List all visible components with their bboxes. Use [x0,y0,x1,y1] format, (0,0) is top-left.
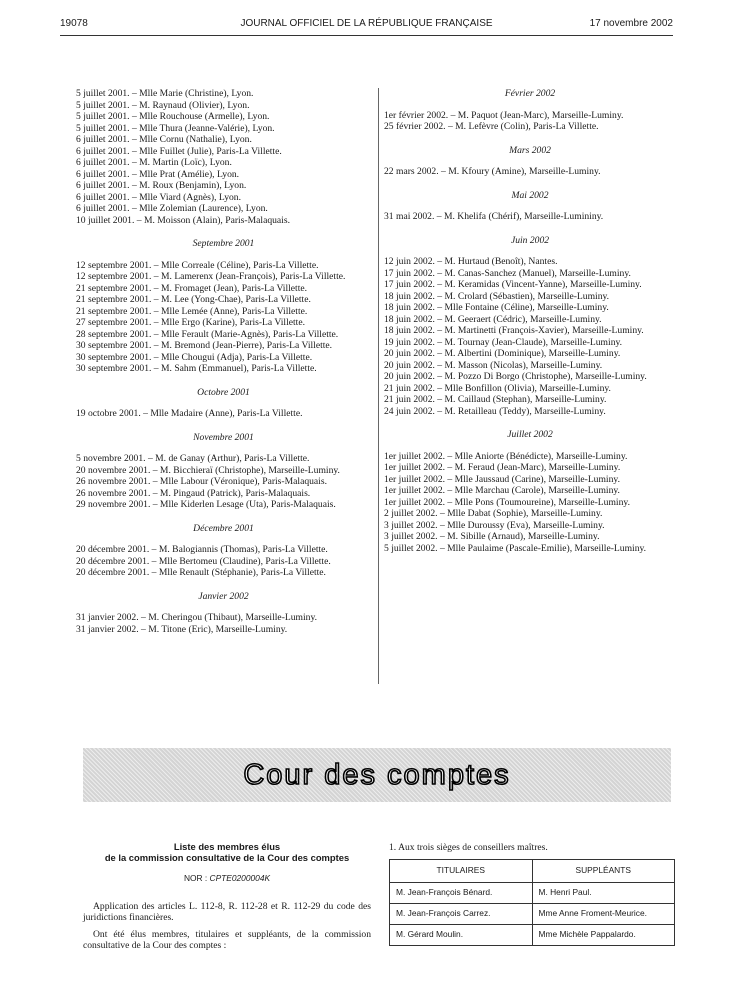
appointment-entry: 17 juin 2002. – M. Keramidas (Vincent-Yanne), Marseille-Luminy. [384,279,642,290]
appointment-entry: 5 juillet 2002. – Mlle Paulaime (Pascale-Emilie), Marseille-Luminy. [384,542,647,554]
appointment-entry: 5 juillet 2001. – Mlle Rouchouse (Armelle), Lyon. [76,111,270,122]
appointment-entry: 6 juillet 2001. – Mlle Prat (Amélie), Lyon. [76,168,240,180]
appointment-entry: 30 septembre 2001. – Mlle Chougui (Adja), Paris-La Villette. [76,351,313,363]
suppleant-cell: Mme Michèle Pappalardo. [532,924,675,945]
appointment-entry: 1er juillet 2002. – Mlle Aniorte (Bénédicte), Marseille-Luminy. [384,450,628,462]
appointment-entry: 6 juillet 2001. – M. Martin (Loïc), Lyon. [76,157,232,168]
table-row [390,882,675,903]
appointment-entry: 2 juillet 2002. – Mlle Dabat (Sophie), Marseille-Luminy. [384,508,603,519]
appointment-entry: 20 juin 2002. – M. Pozzo Di Borgo (Christophe), Marseille-Luminy. [384,371,647,382]
table-row [390,903,675,924]
appointment-entry: 12 juin 2002. – M. Hurtaud (Benoît), Nantes. [384,256,558,267]
appointment-entry: 1er juillet 2002. – Mlle Jaussaud (Carine), Marseille-Luminy. [384,473,620,485]
appointment-entry: 20 juin 2002. – M. Masson (Nicolas), Marseille-Luminy. [384,359,603,371]
notice-paragraph: Ont été élus membres, titulaires et suppléants, de la commission consultative de la Cour des comptes : [83,928,371,951]
appointment-entry: 18 juin 2002. – Mlle Fontaine (Céline), Marseille-Luminy. [384,302,609,313]
members-table [389,859,675,946]
appointment-entry: 28 septembre 2001. – Mlle Ferault (Marie-Agnès), Paris-La Villette. [76,328,339,340]
appointment-entry: 30 septembre 2001. – M. Bremond (Jean-Pierre), Paris-La Villette. [76,340,333,351]
appointment-entry: 3 juillet 2002. – M. Sibille (Arnaud), Marseille-Luminy. [384,531,600,542]
month-heading: Octobre 2001 [197,386,250,398]
appointment-entry: 5 juillet 2001. – Mlle Thura (Jeanne-Valérie), Lyon. [76,122,275,134]
appointment-entry: 1er juillet 2002. – Mlle Pons (Toumoureine), Marseille-Luminy. [384,496,630,508]
header-titulaires: TITULAIRES [390,859,533,882]
notice-title-line1: Liste des membres élus [173,841,281,852]
nor-label: NOR : [183,873,208,883]
suppleant-cell: M. Henri Paul. [532,882,675,903]
appointment-entry: 19 octobre 2001. – Mlle Madaire (Anne), Paris-La Villette. [76,408,303,419]
right-column [384,88,676,554]
appointment-entry: 6 juillet 2001. – Mlle Cornu (Nathalie), Lyon. [76,134,252,145]
appointment-entry: 30 septembre 2001. – M. Sahm (Emmanuel), Paris-La Villette. [76,363,317,374]
appointment-entry: 25 février 2002. – M. Lefèvre (Colin), Paris-La Villette. [384,121,599,132]
appointment-entry: 1er février 2002. – M. Paquot (Jean-Marc), Marseille-Luminy. [384,109,624,121]
header-suppleants: SUPPLÉANTS [532,859,675,882]
nor-reference [83,873,371,885]
table-header-row [390,859,675,882]
appointment-entry: 10 juillet 2001. – M. Moisson (Alain), Paris-Malaquais. [76,214,290,226]
appointment-entry: 21 septembre 2001. – Mlle Lemée (Anne), Paris-La Villette. [76,305,308,317]
page-header [60,18,673,36]
appointment-entry: 26 novembre 2001. – M. Pingaud (Patrick), Paris-Malaquais. [76,487,311,499]
month-heading: Mars 2002 [509,144,551,156]
journal-title: JOURNAL OFFICIEL DE LA RÉPUBLIQUE FRANÇAISE [240,18,493,29]
appointment-entry: 12 septembre 2001. – Mlle Correale (Céline), Paris-La Villette. [76,259,319,271]
appointment-entry: 1er juillet 2002. – Mlle Marchau (Carole), Marseille-Luminy. [384,485,620,496]
section-banner [83,748,671,802]
appointment-entry: 3 juillet 2002. – Mlle Duroussy (Eva), Marseille-Luminy. [384,519,605,531]
banner-title: Cour des comptes [243,758,511,791]
appointment-entry: 6 juillet 2001. – Mlle Fuillet (Julie), Paris-La Villette. [76,145,282,157]
appointment-entry: 18 juin 2002. – M. Martinetti (François-Xavier), Marseille-Luminy. [384,325,644,336]
appointment-entry: 21 juin 2002. – M. Caillaud (Stephan), Marseille-Luminy. [384,394,607,405]
appointment-entry: 20 décembre 2001. – M. Balogiannis (Thomas), Paris-La Villette. [76,544,328,555]
appointment-entry: 18 juin 2002. – M. Geeraert (Cédric), Marseille-Luminy. [384,313,602,325]
titulaire-cell: M. Gérard Moulin. [390,924,533,945]
appointment-entry: 20 novembre 2001. – M. Bicchieraï (Christophe), Marseille-Luminy. [76,464,340,476]
members-section [389,842,675,946]
left-column [76,88,371,635]
appointment-entry: 21 septembre 2001. – M. Lee (Yong-Chae), Paris-La Villette. [76,294,311,305]
month-heading: Février 2002 [504,88,556,99]
column-divider [378,88,379,684]
appointment-entry: 18 juin 2002. – M. Crolard (Sébastien), Marseille-Luminy. [384,290,610,302]
appointment-entry: 20 décembre 2001. – Mlle Renault (Stéphanie), Paris-La Villette. [76,567,326,578]
appointment-entry: 6 juillet 2001. – Mlle Zolemian (Laurence), Lyon. [76,203,268,214]
appointment-entry: 12 septembre 2001. – M. Lamerenx (Jean-François), Paris-La Villette. [76,271,346,282]
appointment-entry: 24 juin 2002. – M. Retailleau (Teddy), Marseille-Luminy. [384,405,606,417]
appointment-entry: 21 juin 2002. – Mlle Bonfillon (Olivia), Marseille-Luminy. [384,382,611,394]
appointment-entry: 31 janvier 2002. – M. Cheringou (Thibaut), Marseille-Luminy. [76,612,318,623]
appointment-entry: 17 juin 2002. – M. Canas-Sanchez (Manuel), Marseille-Luminy. [384,267,631,279]
titulaire-cell: M. Jean-François Carrez. [390,903,533,924]
appointment-entry: 21 septembre 2001. – M. Fromaget (Jean), Paris-La Villette. [76,282,308,294]
appointment-entry: 1er juillet 2002. – M. Feraud (Jean-Marc), Marseille-Luminy. [384,462,621,473]
header-rule [60,35,673,36]
appointment-entry: 19 juin 2002. – M. Tournay (Jean-Claude), Marseille-Luminy. [384,336,623,348]
commission-notice [83,842,371,957]
appointment-entry: 5 juillet 2001. – Mlle Marie (Christine), Lyon. [76,88,254,99]
appointment-entry: 6 juillet 2001. – Mlle Viard (Agnès), Lyon. [76,191,241,203]
notice-paragraph: Application des articles L. 112-8, R. 112-28 et R. 112-29 du code des juridictions financières. [83,900,371,923]
appointment-entry: 27 septembre 2001. – Mlle Ergo (Karine), Paris-La Villette. [76,317,305,328]
titulaire-cell: M. Jean-François Bénard. [390,882,533,903]
month-heading: Juillet 2002 [507,429,553,440]
appointment-entry: 5 novembre 2001. – M. de Ganay (Arthur), Paris-La Villette. [76,453,310,464]
appointment-entry: 6 juillet 2001. – M. Roux (Benjamin), Lyon. [76,180,247,191]
month-heading: Janvier 2002 [198,590,249,602]
table-row [390,924,675,945]
nor-code: CPTE0200004K [209,873,271,883]
month-heading: Septembre 2001 [192,238,255,249]
notice-title-line2: de la commission consultative de la Cour des comptes [104,851,350,863]
month-heading: Juin 2002 [510,234,550,246]
appointment-entry: 31 mai 2002. – M. Khelifa (Chérif), Marseille-Lumininy. [384,211,604,222]
suppleant-cell: Mme Anne Froment-Meurice. [532,903,675,924]
month-heading: Mai 2002 [511,189,549,201]
appointment-entry: 20 décembre 2001. – Mlle Bertomeu (Claudine), Paris-La Villette. [76,555,331,567]
page-number: 19078 [60,18,88,29]
appointment-entry: 31 janvier 2002. – M. Titone (Eric), Marseille-Luminy. [76,623,288,635]
members-intro: 1. Aux trois sièges de conseillers maîtres. [389,842,548,853]
appointment-entry: 29 novembre 2001. – Mlle Kiderlen Lesage (Uta), Paris-Malaquais. [76,499,336,510]
appointment-entry: 26 novembre 2001. – Mlle Labour (Véronique), Paris-Malaquais. [76,476,327,487]
appointment-entry: 20 juin 2002. – M. Albertini (Dominique), Marseille-Luminy. [384,348,621,359]
appointment-entry: 5 juillet 2001. – M. Raynaud (Olivier), Lyon. [76,99,250,111]
issue-date: 17 novembre 2002 [589,18,673,29]
month-heading: Décembre 2001 [193,522,254,534]
appointment-entry: 22 mars 2002. – M. Kfoury (Amine), Marseille-Luminy. [384,166,601,177]
month-heading: Novembre 2001 [193,431,254,443]
